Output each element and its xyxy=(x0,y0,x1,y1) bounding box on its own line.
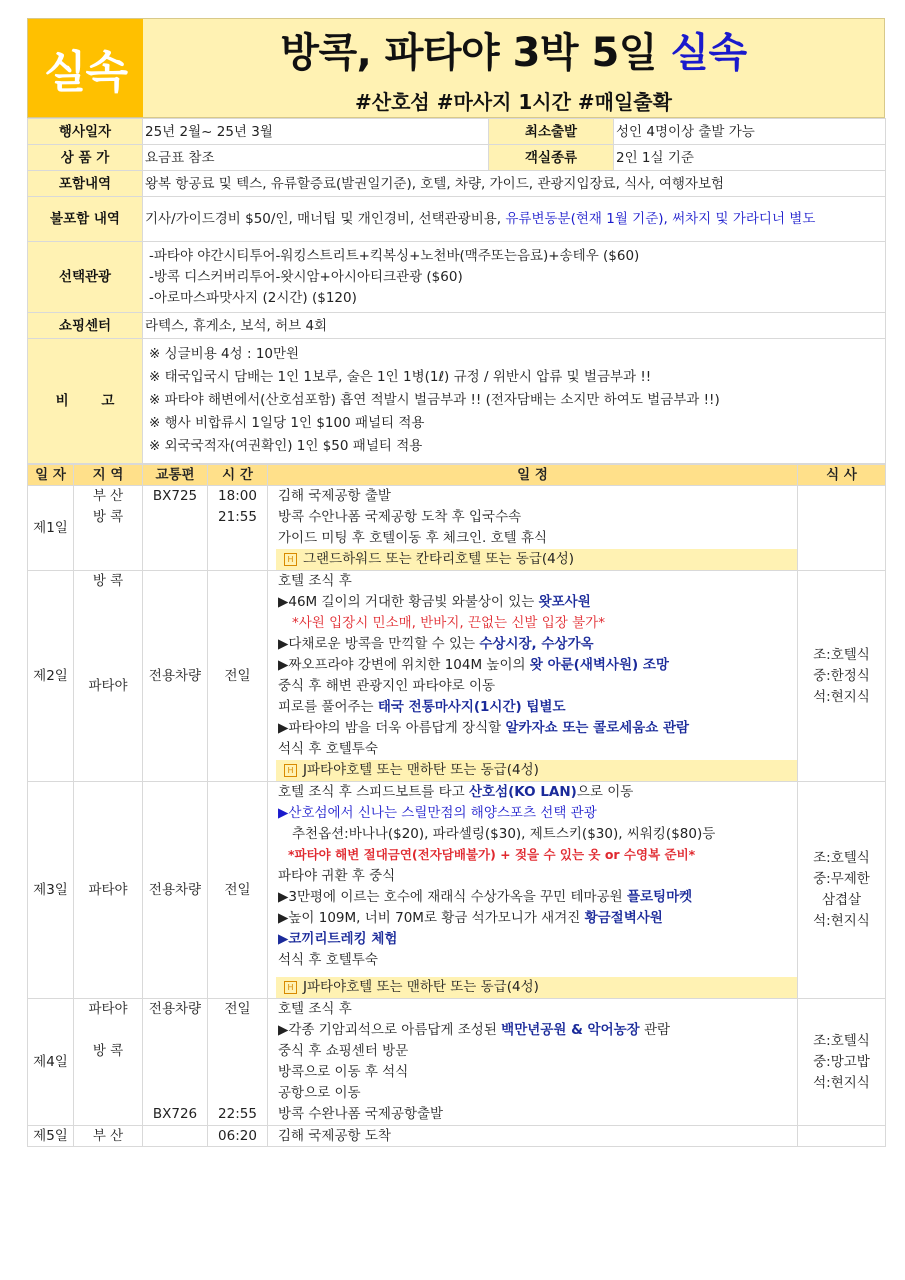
plan-line xyxy=(278,782,795,803)
plan-line xyxy=(278,718,795,739)
plan-highlight: 산호섬(KO LAN) xyxy=(469,784,577,800)
min-value: 성인 4명이상 출발 가능 xyxy=(614,119,886,145)
note-item: ※ 파타야 해변에서(산호섬포함) 흡연 적발시 벌금부과 !! (전자담배는 소지만 하여도 벌금부과 !!) xyxy=(149,391,720,408)
plan-highlight: 백만년공원 & 악어농장 xyxy=(501,1022,640,1038)
time-item: 22:55 xyxy=(218,1106,257,1122)
transport: 전용차량 xyxy=(143,571,208,782)
transport-item: 전용차량 xyxy=(148,1001,202,1017)
region: 파타야 xyxy=(74,782,143,999)
hotel-icon: H xyxy=(284,553,297,566)
plan-line: 석식 후 호텔투숙 xyxy=(278,952,378,968)
col-day: 일 자 xyxy=(28,465,74,486)
shop-label: 쇼핑센터 xyxy=(28,313,143,339)
time-item: 전일 xyxy=(224,1001,251,1017)
plan-line: 방콕 수완나폼 국제공항출발 xyxy=(278,1106,444,1122)
plan-line: 호텔 조식 후 xyxy=(278,573,352,589)
note-item: ※ 외국국적자(여권확인) 1인 $50 패널티 적용 xyxy=(149,437,423,454)
plan-line: 파타야 귀환 후 중식 xyxy=(278,868,396,884)
exclude-value xyxy=(143,197,886,242)
option-label: 선택관광 xyxy=(28,242,143,313)
option-item: -방콕 디스커버리투어-왓시암+아시아티크관광 ($60) xyxy=(149,268,463,285)
exclude-text: 기사/가이드경비 $50/인, 매너팁 및 개인경비, 선택관광비용, xyxy=(145,211,506,227)
plan-warning: *사원 입장시 민소매, 반바지, 끈없는 신발 입장 불가* xyxy=(292,615,605,631)
plan-line: 가이드 미팅 후 호텔이동 후 체크인. 호텔 휴식 xyxy=(278,530,548,546)
note-item: ※ 싱글비용 4성 : 10만원 xyxy=(149,345,300,362)
meal xyxy=(798,486,886,571)
day-label: 제1일 xyxy=(28,486,74,571)
plan-line: 중식 후 쇼핑센터 방문 xyxy=(278,1043,409,1059)
option-list xyxy=(143,242,886,313)
title-main: 방콕, 파타야 3박 5일 xyxy=(280,30,657,76)
info-table xyxy=(27,118,886,464)
hotel-text: 그랜드하워드 또는 칸타리호텔 또는 동급(4성) xyxy=(303,551,575,567)
plan-line xyxy=(278,655,795,676)
meal-item: 석:현지식 xyxy=(813,688,870,705)
col-plan: 일 정 xyxy=(268,465,798,486)
exclude-text-blue: 유류변동분(현재 1월 기준), 써차지 및 가라디너 별도 xyxy=(505,211,816,227)
plan-line xyxy=(278,697,795,718)
meal-item: 조:호텔식 xyxy=(813,1032,870,1049)
itinerary-sheet xyxy=(27,18,885,1147)
plan-line: 김해 국제공항 출발 xyxy=(278,488,391,504)
note-list xyxy=(143,339,886,464)
meal xyxy=(798,571,886,782)
transport xyxy=(143,1126,208,1147)
plan-text: 호텔 조식 후 스피드보트를 타고 xyxy=(278,784,469,800)
region-item: 방 콕 xyxy=(92,1043,124,1059)
region-item: 파타야 xyxy=(88,678,128,694)
plan-highlight: 태국 전통마사지(1시간) 팁별도 xyxy=(377,699,566,715)
include-label: 포함내역 xyxy=(28,171,143,197)
plan-text: ▶3만평에 이르는 호수에 재래식 수상가옥을 꾸민 테마공원 xyxy=(278,889,627,905)
plan-text: ▶파타야의 밤을 더욱 아름답게 장식할 xyxy=(278,720,506,736)
plan-highlight: 알카자쇼 또는 콜로세움쇼 관람 xyxy=(505,720,690,736)
time-item: 18:00 xyxy=(218,488,257,504)
plan-line: ▶산호섬에서 신나는 스릴만점의 해양스포츠 선택 관광 xyxy=(278,805,597,821)
region-item: 방 콕 xyxy=(92,573,124,589)
plan-line xyxy=(278,887,795,908)
plan xyxy=(268,999,798,1126)
hotel-text: J파타야호텔 또는 맨하탄 또는 동급(4성) xyxy=(303,762,539,778)
meal-item: 중:한정식 xyxy=(813,667,870,684)
plan-highlight: 왓포사원 xyxy=(538,594,591,610)
plan-text: ▶높이 109M, 너비 70M로 황금 석가모니가 새겨진 xyxy=(278,910,585,926)
plan-line: 방콕 수안나폼 국제공항 도착 후 입국수속 xyxy=(278,509,522,525)
plan-text: ▶각종 기암괴석으로 아름답게 조성된 xyxy=(278,1022,502,1038)
plan-line: 방콕으로 이동 후 석식 xyxy=(278,1064,409,1080)
day-row xyxy=(28,999,886,1126)
option-item: -파타야 야간시티투어-워킹스트리트+킥복싱+노천바(맥주또는음료)+송테우 ($60) xyxy=(149,247,640,264)
period-value: 25년 2월~ 25년 3월 xyxy=(143,119,489,145)
flight-number: BX726 xyxy=(152,1106,198,1122)
plan-text: ▶다채로운 방콕을 만끽할 수 있는 xyxy=(278,636,480,652)
price-label: 상 품 가 xyxy=(28,145,143,171)
plan xyxy=(268,571,798,782)
title-box xyxy=(143,19,884,117)
plan-line: 추천옵션:바나나($20), 파라셀링($30), 제트스키($30), 씨워킹($80)등 xyxy=(292,826,716,842)
plan-line xyxy=(278,908,795,929)
plan-text: ▶46M 길이의 거대한 황금빛 와불상이 있는 xyxy=(278,594,539,610)
region: 부 산 xyxy=(74,1126,143,1147)
plan-text: 으로 이동 xyxy=(576,784,634,800)
day-row xyxy=(28,782,886,999)
title-accent: 실속 xyxy=(670,30,747,76)
col-transport: 교통편 xyxy=(143,465,208,486)
option-item: -아로마스파맛사지 (2시간) ($120) xyxy=(149,289,357,306)
min-label: 최소출발 xyxy=(489,119,614,145)
time: 06:20 xyxy=(208,1126,268,1147)
plan-highlight: 수상시장, 수상가옥 xyxy=(479,636,594,652)
day-label: 제2일 xyxy=(28,571,74,782)
region xyxy=(74,571,143,782)
day-row xyxy=(28,1126,886,1147)
plan-line xyxy=(278,592,795,613)
hotel-icon: H xyxy=(284,981,297,994)
flight-number: BX725 xyxy=(152,488,198,504)
room-label: 객실종류 xyxy=(489,145,614,171)
time: 전일 xyxy=(208,782,268,999)
shop-value: 라텍스, 휴게소, 보석, 허브 4회 xyxy=(143,313,886,339)
schedule-table xyxy=(27,464,886,1147)
plan-warning: *파타야 해변 절대금연(전자담배불가) + 젖을 수 있는 옷 or 수영복 준비* xyxy=(288,847,696,862)
plan-text: 피로를 풀어주는 xyxy=(278,699,378,715)
day-row xyxy=(28,486,886,571)
plan-line: 석식 후 호텔투숙 xyxy=(278,741,378,757)
plan-text: ▶짜오프라야 강변에 위치한 104M 높이의 xyxy=(278,657,530,673)
col-region: 지 역 xyxy=(74,465,143,486)
plan-text: 관람 xyxy=(639,1022,671,1038)
day-label: 제5일 xyxy=(28,1126,74,1147)
transport xyxy=(143,486,208,571)
meal-item: 조:호텔식 xyxy=(813,850,870,866)
plan-line: 공항으로 이동 xyxy=(278,1085,361,1101)
day-label: 제3일 xyxy=(28,782,74,999)
plan-line xyxy=(278,1020,795,1041)
note-item: ※ 행사 비합류시 1일당 1인 $100 패널티 적용 xyxy=(149,414,425,431)
region xyxy=(74,999,143,1126)
room-value: 2인 1실 기준 xyxy=(614,145,886,171)
logo-text: 실속 xyxy=(43,47,127,98)
region xyxy=(74,486,143,571)
note-item: ※ 태국입국시 담배는 1인 1보루, 술은 1인 1병(1ℓ) 규정 / 위반시 압류 및 벌금부과 !! xyxy=(149,368,652,385)
meal xyxy=(798,1126,886,1147)
note-label: 비 고 xyxy=(28,339,143,464)
hotel-line xyxy=(276,977,797,998)
day-row xyxy=(28,571,886,782)
include-value: 왕복 항공료 및 텍스, 유류할증료(발권일기준), 호텔, 차량, 가이드, 관광지입장료, 식사, 여행자보험 xyxy=(143,171,886,197)
plan xyxy=(268,486,798,571)
region-item: 부 산 xyxy=(92,488,124,504)
plan-line: ▶코끼리트레킹 체험 xyxy=(278,931,398,947)
meal xyxy=(798,999,886,1126)
plan-line: 호텔 조식 후 xyxy=(278,1001,352,1017)
period-label: 행사일자 xyxy=(28,119,143,145)
schedule-header xyxy=(28,465,886,486)
time: 전일 xyxy=(208,571,268,782)
hotel-text: J파타야호텔 또는 맨하탄 또는 동급(4성) xyxy=(303,979,539,995)
plan-highlight: 황금절벽사원 xyxy=(584,910,663,926)
meal-item: 조:호텔식 xyxy=(813,646,870,663)
plan-line: 김해 국제공항 도착 xyxy=(268,1126,798,1147)
plan-highlight: 왓 아룬(새벽사원) 조망 xyxy=(529,657,669,673)
meal-item: 중:무제한 xyxy=(813,871,870,887)
transport xyxy=(143,999,208,1126)
meal-item: 중:망고밥 xyxy=(813,1053,870,1070)
logo xyxy=(28,19,143,117)
plan-highlight: 플로팅마켓 xyxy=(626,889,693,905)
meal-item: 석:현지식 xyxy=(813,1074,870,1091)
col-meal: 식 사 xyxy=(798,465,886,486)
plan-line xyxy=(278,634,795,655)
col-time: 시 간 xyxy=(208,465,268,486)
time-item: 21:55 xyxy=(218,509,257,525)
header xyxy=(27,18,885,118)
hotel-line xyxy=(276,760,797,781)
day-label: 제4일 xyxy=(28,999,74,1126)
meal-item: 석:현지식 xyxy=(813,913,870,929)
time xyxy=(208,486,268,571)
price-value: 요금표 참조 xyxy=(143,145,489,171)
hotel-line xyxy=(276,549,797,570)
plan xyxy=(268,782,798,999)
plan-line: 중식 후 해변 관광지인 파타야로 이동 xyxy=(278,678,496,694)
transport: 전용차량 xyxy=(143,782,208,999)
time xyxy=(208,999,268,1126)
exclude-label: 불포함 내역 xyxy=(28,197,143,242)
meal xyxy=(798,782,886,999)
meal-item: 삼겹살 xyxy=(821,892,862,908)
page-title xyxy=(143,21,884,78)
hotel-icon: H xyxy=(284,764,297,777)
region-item: 파타야 xyxy=(88,1001,128,1017)
region-item: 방 콕 xyxy=(92,509,124,525)
hashtags: #산호섬 #마사지 1시간 #매일출확 xyxy=(355,90,672,114)
